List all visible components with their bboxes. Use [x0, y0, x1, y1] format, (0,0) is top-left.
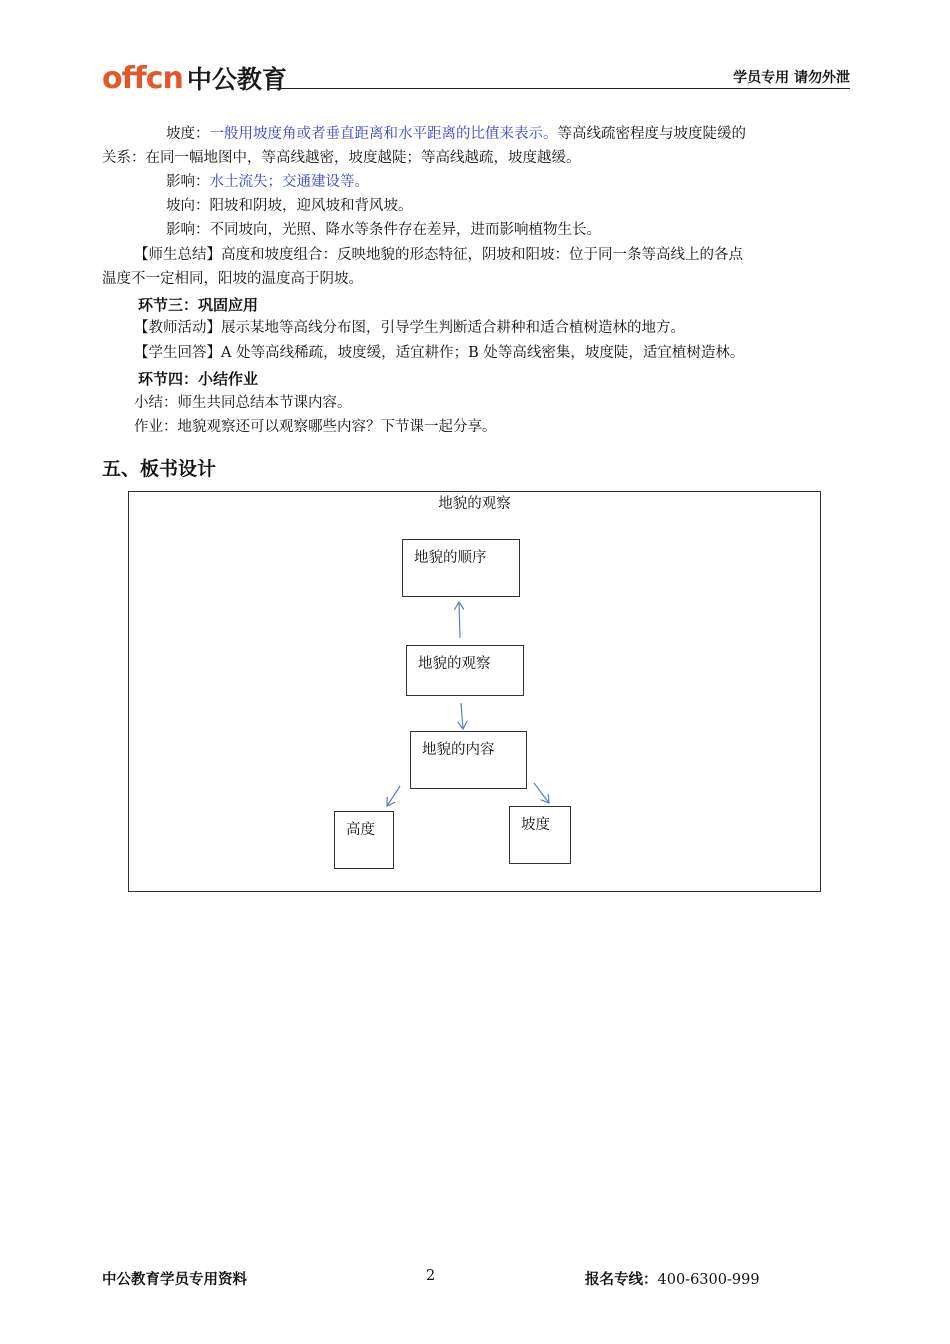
- stage3-heading: 环节三：巩固应用: [138, 296, 259, 314]
- slope-label: 坡度：: [166, 126, 210, 142]
- section-title: 五、板书设计: [102, 458, 217, 480]
- box-height: 高度: [334, 811, 394, 869]
- aspect-impact: 影响：不同坡向，光照、降水等条件存在差异，进而影响植物生长。: [166, 222, 601, 238]
- logo-text-cn: 中公教育: [186, 65, 287, 94]
- box-landform-order: 地貌的顺序: [402, 539, 520, 597]
- header-notice: 学员专用 请勿外泄: [733, 70, 850, 86]
- impact-items: 水土流失；交通建设等。: [209, 174, 369, 190]
- arrow-to-order: [459, 602, 460, 638]
- slope-paragraph-line2: 关系：在同一幅地图中，等高线越密，坡度越陡；等高线越疏，坡度越缓。: [102, 150, 581, 166]
- box-slope: 坡度: [509, 806, 571, 864]
- box-landform-content: 地貌的内容: [410, 731, 527, 789]
- impact-label: 影响：: [166, 174, 210, 190]
- aspect-text: 坡向：阳坡和阴坡，迎风坡和背风坡。: [166, 198, 413, 214]
- summary-line-2: 温度不一定相同，阳坡的温度高于阴坡。: [102, 271, 363, 287]
- hotline-number: 400-6300-999: [657, 1272, 760, 1288]
- student-answer: 【学生回答】A 处等高线稀疏，坡度缓，适宜耕作；B 处等高线密集，坡度陡，适宜植树造林。: [134, 345, 745, 361]
- summary-short: 小结：师生共同总结本节课内容。: [134, 395, 352, 411]
- hotline-label: 报名专线：: [585, 1272, 658, 1288]
- arrow-to-content: [461, 703, 463, 729]
- teacher-activity: 【教师活动】展示某地等高线分布图，引导学生判断适合耕种和适合植树造林的地方。: [134, 320, 685, 336]
- arrow-to-height: [387, 786, 400, 806]
- page-number: 2: [426, 1268, 436, 1284]
- footer-left: 中公教育学员专用资料: [102, 1272, 247, 1288]
- summary-line-1: 【师生总结】高度和坡度组合：反映地貌的形态特征，阴坡和阳坡：位于同一条等高线上的各点: [134, 247, 743, 263]
- box-landform-observation: 地貌的观察: [406, 645, 524, 696]
- board-title: 地貌的观察: [438, 496, 511, 512]
- stage4-heading: 环节四：小结作业: [138, 370, 259, 388]
- slope-relation: 等高线疏密程度与坡度陡缓的: [557, 126, 746, 142]
- slope-definition: 一般用坡度角或者垂直距离和水平距离的比值来表示。: [209, 126, 558, 142]
- arrow-to-slope: [534, 783, 549, 803]
- homework: 作业：地貌观察还可以观察哪些内容？下节课一起分享。: [134, 419, 497, 435]
- logo-text-en: offcn: [102, 61, 183, 96]
- footer-hotline: [585, 1268, 760, 1289]
